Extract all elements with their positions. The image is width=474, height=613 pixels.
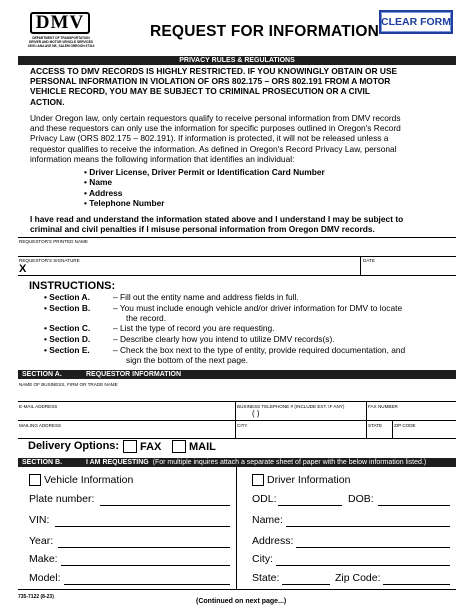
continued-note: (Continued on next page...) xyxy=(196,598,287,605)
divider xyxy=(235,401,236,420)
divider xyxy=(18,256,456,257)
business-phone-field[interactable] xyxy=(237,409,365,420)
dob-label: DOB: xyxy=(348,493,374,505)
divider xyxy=(366,401,367,420)
mail-option-label: MAIL xyxy=(189,441,216,453)
driver-address-field[interactable] xyxy=(296,547,450,548)
signature-field[interactable] xyxy=(30,263,358,275)
driver-zip-label: Zip Code: xyxy=(335,572,381,584)
driver-zip-field[interactable] xyxy=(383,584,450,585)
phone-area-parens: ( ) xyxy=(252,409,260,418)
vehicle-info-checkbox[interactable] xyxy=(29,474,41,486)
city-field[interactable] xyxy=(237,428,365,438)
form-number: 735-7122 (8-23) xyxy=(18,594,54,600)
driver-name-field[interactable] xyxy=(286,526,450,527)
year-field[interactable] xyxy=(58,547,230,548)
instruction-item: • Section D. – Describe clearly how you intend to utilize DMV records(s). xyxy=(44,334,335,344)
driver-city-field[interactable] xyxy=(276,565,450,566)
city-label: CITY xyxy=(237,423,248,428)
odl-label: ODL: xyxy=(252,493,277,505)
form-title: REQUEST FOR INFORMATION xyxy=(150,23,380,40)
mailing-address-field[interactable] xyxy=(18,428,234,438)
instructions-title: INSTRUCTIONS: xyxy=(29,280,116,292)
fax-number-label: FAX NUMBER xyxy=(368,404,398,409)
divider xyxy=(366,420,367,438)
make-label: Make: xyxy=(29,553,58,565)
instruction-item: • Section B. – You must include enough vehicle and/or driver information for DMV to locate the record. xyxy=(44,303,403,323)
business-name-field[interactable] xyxy=(18,388,456,400)
instruction-item: • Section E. – Check the box next to the type of entity, provide required documentation, and sign the bottom of the next page. xyxy=(44,345,406,365)
delivery-options-label: Delivery Options: xyxy=(28,440,120,452)
instruction-item: • Section A. – Fill out the entity name and address fields in full. xyxy=(44,292,299,302)
state-label: STATE xyxy=(368,423,383,428)
plate-number-field[interactable] xyxy=(100,505,230,506)
mail-checkbox[interactable] xyxy=(172,440,186,453)
signature-x-mark: X xyxy=(19,263,27,275)
divider xyxy=(18,420,456,421)
driver-info-heading: Driver Information xyxy=(267,474,351,486)
year-label: Year: xyxy=(29,535,54,547)
clear-form-button[interactable]: CLEAR FORM xyxy=(379,10,453,34)
model-field[interactable] xyxy=(64,584,230,585)
divider xyxy=(236,467,237,589)
zip-code-field[interactable] xyxy=(394,428,456,438)
business-phone-label: BUSINESS TELEPHONE # (INCLUDE EXT. IF ANY) xyxy=(237,404,345,409)
date-field[interactable] xyxy=(362,263,456,275)
section-b-bar: SECTION B. I AM REQUESTING (For multiple inquires attach a separate sheet of paper with the below information listed.) xyxy=(18,458,456,467)
email-field[interactable] xyxy=(18,409,234,420)
signature-label: REQUESTOR'S SIGNATURE xyxy=(19,258,80,263)
vin-field[interactable] xyxy=(55,526,230,527)
printed-name-field[interactable] xyxy=(18,246,456,256)
divider xyxy=(18,237,456,238)
fax-option-label: FAX xyxy=(140,441,162,453)
driver-city-label: City: xyxy=(252,553,273,565)
make-field[interactable] xyxy=(61,565,230,566)
email-label: E-MAIL ADDRESS xyxy=(19,404,58,409)
state-field[interactable] xyxy=(368,428,390,438)
divider xyxy=(18,589,456,590)
acknowledgement-text: I have read and understand the information stated above and I understand I may be subject to criminal and civil penalties if I misuse personal information from Oregon DMV records. xyxy=(30,214,404,235)
driver-info-checkbox[interactable] xyxy=(252,474,264,486)
divider xyxy=(18,275,456,276)
dmv-logo: DMV DEPARTMENT OF TRANSPORTATION DRIVER AND MOTOR VEHICLE SERVICES 1905 LANA AVE NE, SALEM OREGON 97314 xyxy=(27,12,95,48)
odl-field[interactable] xyxy=(278,505,342,506)
driver-state-label: State: xyxy=(252,572,280,584)
fax-checkbox[interactable] xyxy=(123,440,137,453)
plate-number-label: Plate number: xyxy=(29,493,95,505)
divider xyxy=(18,438,456,439)
zip-code-label: ZIP CODE xyxy=(394,423,416,428)
personal-info-list: • Driver License, Driver Permit or Identification Card Number • Name • Address • Telephone Number xyxy=(84,167,325,208)
divider xyxy=(360,256,361,275)
printed-name-label: REQUESTOR'S PRINTED NAME xyxy=(19,239,88,244)
date-label: DATE xyxy=(363,258,375,263)
fax-number-field[interactable] xyxy=(368,409,456,420)
instruction-item: • Section C. – List the type of record you are requesting. xyxy=(44,323,275,333)
model-label: Model: xyxy=(29,572,61,584)
privacy-section-bar: PRIVACY RULES & REGULATIONS xyxy=(18,56,456,65)
vin-label: VIN: xyxy=(29,514,50,526)
driver-name-label: Name: xyxy=(252,514,283,526)
vehicle-info-heading: Vehicle Information xyxy=(44,474,134,486)
business-name-label: NAME OF BUSINESS, FIRM OR TRADE NAME xyxy=(19,382,118,387)
divider xyxy=(18,401,456,402)
divider xyxy=(235,420,236,438)
privacy-body: Under Oregon law, only certain requestors qualify to receive personal information from DMV records and these requestors can only use the information for specific purposes outlined in Oregon's Record Privacy Law (ORS 802.175 – 802.191). If information is protected, it will not be released unless a requestor qualifies to receive the information. As defined in Oregon's Record Privacy Law, personal information means the following information that identifies an individual: xyxy=(30,113,401,164)
divider xyxy=(392,420,393,438)
section-a-bar: SECTION A. REQUESTOR INFORMATION xyxy=(18,370,456,379)
privacy-warning: ACCESS TO DMV RECORDS IS HIGHLY RESTRICTED. IF YOU KNOWINGLY OBTAIN OR USE PERSONAL INFORMATION IN VIOLATION OF ORS 802.175 – ORS 802.191 FROM A MOTOR VEHICLE RECORD, YOU MAY BE SUBJECT TO CRIMINAL PROSECUTION OR A CIVIL ACTION. xyxy=(30,66,398,107)
mailing-address-label: MAILING ADDRESS xyxy=(19,423,62,428)
driver-address-label: Address: xyxy=(252,535,294,547)
driver-state-field[interactable] xyxy=(282,584,330,585)
dob-field[interactable] xyxy=(378,505,450,506)
